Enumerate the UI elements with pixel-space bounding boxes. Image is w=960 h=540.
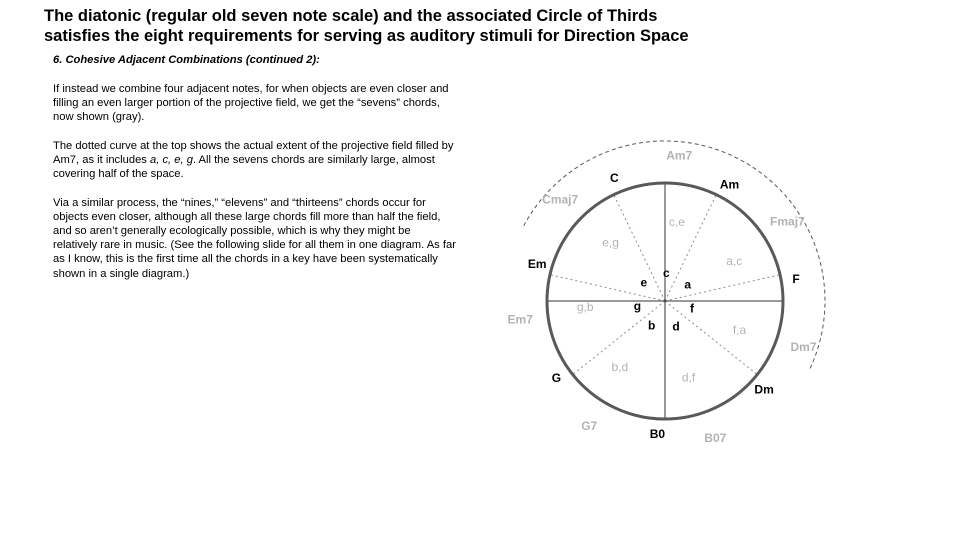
note-label: b bbox=[648, 318, 656, 333]
triad-label: F bbox=[792, 271, 800, 286]
triad-label: Em bbox=[527, 257, 547, 271]
seventh-label: B07 bbox=[704, 431, 727, 446]
italic-notes: a, c, e, g bbox=[150, 154, 193, 166]
seventh-label: Am7 bbox=[666, 148, 693, 163]
line-text: . All the sevens chords are similarly large, almost bbox=[192, 154, 435, 166]
note-label: a bbox=[684, 277, 692, 292]
note-pair-label: c,e bbox=[668, 214, 685, 229]
note-label: e bbox=[640, 275, 648, 290]
seventh-label: Dm7 bbox=[790, 340, 817, 355]
spoke-line bbox=[614, 195, 665, 301]
paragraph-line: now shown (gray). bbox=[53, 111, 145, 124]
paragraph-line: objects even closer, although all these large chords fill more than half the field, bbox=[53, 210, 441, 223]
section-subheading: 6. Cohesive Adjacent Combinations (continued 2): bbox=[53, 54, 320, 66]
line-text: Am7, as it includes bbox=[53, 154, 151, 166]
note-pair-label: a,c bbox=[726, 254, 743, 268]
paragraph-line: If instead we combine four adjacent notes, for when objects are even closer and bbox=[53, 83, 449, 95]
seventh-label: G7 bbox=[581, 418, 598, 433]
note-pair-label: b,d bbox=[611, 360, 629, 375]
title-line-1: The diatonic (regular old seven note scale) and the associated Circle of Thirds bbox=[44, 7, 658, 25]
spoke-line bbox=[665, 301, 757, 375]
note-label: f bbox=[690, 301, 694, 316]
note-pair-label: f,a bbox=[732, 323, 747, 338]
paragraph-line: shown in a single diagram.) bbox=[53, 267, 190, 280]
note-label: g bbox=[633, 299, 642, 313]
paragraph-line: filling an even larger portion of the projective field, we get the “sevens” chords, bbox=[53, 97, 440, 110]
seventh-label: Fmaj7 bbox=[770, 214, 805, 229]
seventh-label: Em7 bbox=[507, 312, 533, 327]
paragraph-line: covering half of the space. bbox=[53, 168, 184, 181]
paragraph-line: and so aren’t generally ecologically possible, which is why they might be bbox=[53, 225, 411, 237]
triad-label: B0 bbox=[649, 426, 666, 441]
seventh-label: Cmaj7 bbox=[542, 192, 579, 207]
spoke-line bbox=[665, 275, 780, 301]
paragraph-line: as I know, this is the first time all the chords in a key have been systematically bbox=[53, 253, 438, 266]
paragraph-line: Via a similar process, the “nines,” “elevens” and “thirteens” chords occur for bbox=[53, 196, 426, 209]
triad-label: Am bbox=[719, 177, 740, 192]
note-pair-label: e,g bbox=[602, 235, 619, 250]
triad-label: Dm bbox=[754, 382, 774, 397]
title-line-2: satisfies the eight requirements for serving as auditory stimuli for Direction Space bbox=[44, 27, 689, 45]
note-label: c bbox=[662, 266, 670, 280]
paragraph-line: The dotted curve at the top shows the actual extent of the projective field filled by bbox=[53, 139, 454, 152]
paragraph-line: relatively rare in music. (See the following slide for all them in one diagram. As far bbox=[53, 239, 456, 252]
note-pair-label: g,b bbox=[576, 300, 594, 314]
spoke-line bbox=[550, 275, 665, 301]
projective-field-arc bbox=[524, 141, 825, 369]
triad-label: G bbox=[551, 370, 562, 385]
note-label: d bbox=[672, 319, 680, 334]
triad-label: C bbox=[609, 171, 619, 186]
note-pair-label: d,f bbox=[681, 370, 696, 385]
